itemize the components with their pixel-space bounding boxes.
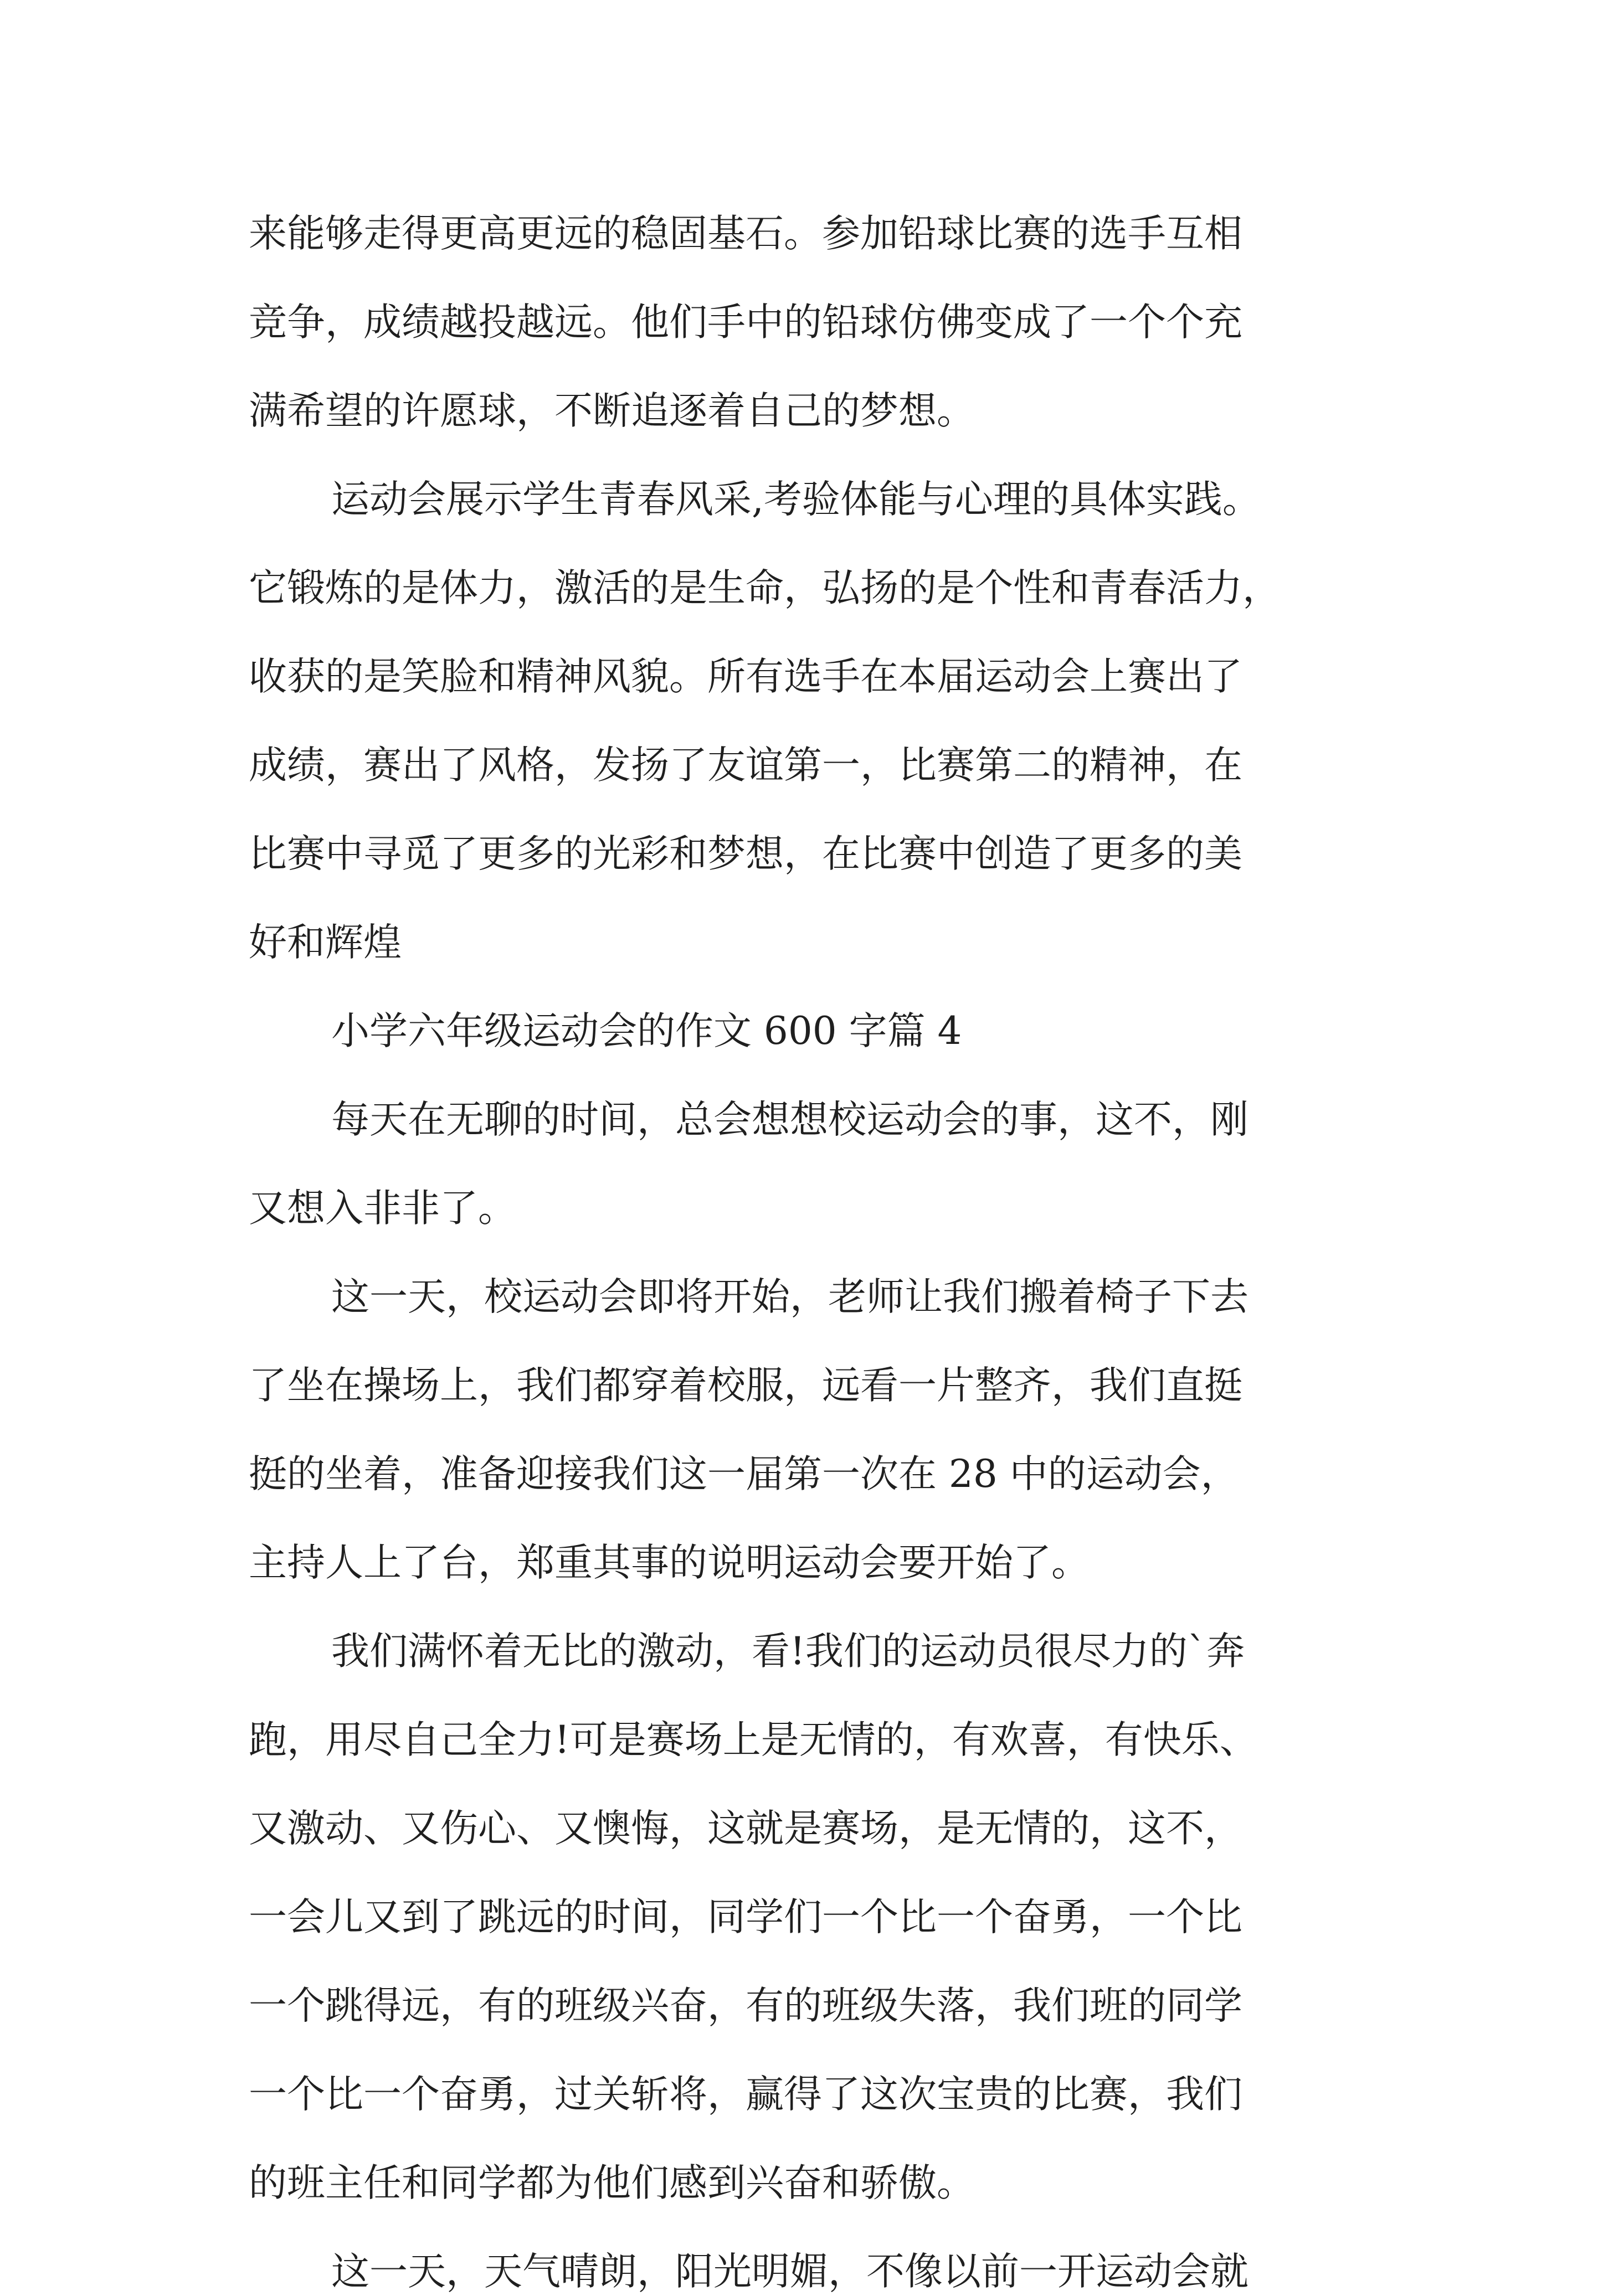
text-line: 收获的是笑脸和精神风貌。所有选手在本届运动会上赛出了	[249, 655, 1242, 699]
paragraph-first-line: 运动会展示学生青春风采,考验体能与心理的具体实践。	[331, 477, 1261, 522]
text-line: 了坐在操场上，我们都穿着校服，远看一片整齐，我们直挺	[249, 1363, 1242, 1408]
paragraph-first-line: 这一天，校运动会即将开始，老师让我们搬着椅子下去	[331, 1275, 1249, 1319]
text-line: 主持人上了台，郑重其事的说明运动会要开始了。	[249, 1541, 1090, 1585]
text-line: 比赛中寻觅了更多的光彩和梦想，在比赛中创造了更多的美	[249, 832, 1242, 876]
text-line: 好和辉煌	[249, 920, 402, 965]
text-line: 竞争，成绩越投越远。他们手中的铅球仿佛变成了一个个充	[249, 300, 1242, 344]
text-line: 一会儿又到了跳远的时间，同学们一个比一个奋勇，一个比	[249, 1895, 1242, 1939]
text-line: 一个比一个奋勇，过关斩将，赢得了这次宝贵的比赛，我们	[249, 2072, 1242, 2117]
text-line: 它锻炼的是体力，激活的是生命，弘扬的是个性和青春活力，	[249, 566, 1281, 610]
text-line: 来能够走得更高更远的稳固基石。参加铅球比赛的选手互相	[249, 212, 1242, 256]
paragraph-first-line: 我们满怀着无比的激动，看!我们的运动员很尽力的`奔	[331, 1629, 1245, 1674]
text-line: 又想入非非了。	[249, 1186, 516, 1231]
text-line: 的班主任和同学都为他们感到兴奋和骄傲。	[249, 2161, 975, 2205]
text-line: 跑，用尽自己全力!可是赛场上是无情的，有欢喜，有快乐、	[249, 1718, 1258, 1762]
paragraph-first-line: 这一天，天气晴朗，阳光明媚，不像以前一开运动会就	[331, 2249, 1249, 2294]
text-line: 挺的坐着，准备迎接我们这一届第一次在 28 中的运动会，	[249, 1452, 1239, 1496]
section-heading: 小学六年级运动会的作文 600 字篇 4	[331, 1009, 962, 1053]
text-line: 成绩，赛出了风格，发扬了友谊第一，比赛第二的精神，在	[249, 743, 1242, 787]
paragraph-first-line: 每天在无聊的时间，总会想想校运动会的事，这不，刚	[331, 1098, 1249, 1142]
text-line: 一个跳得远，有的班级兴奋，有的班级失落，我们班的同学	[249, 1984, 1242, 2028]
text-line: 满希望的许愿球，不断追逐着自己的梦想。	[249, 389, 975, 433]
text-line: 又激动、又伤心、又懊悔，这就是赛场，是无情的，这不，	[249, 1806, 1242, 1851]
